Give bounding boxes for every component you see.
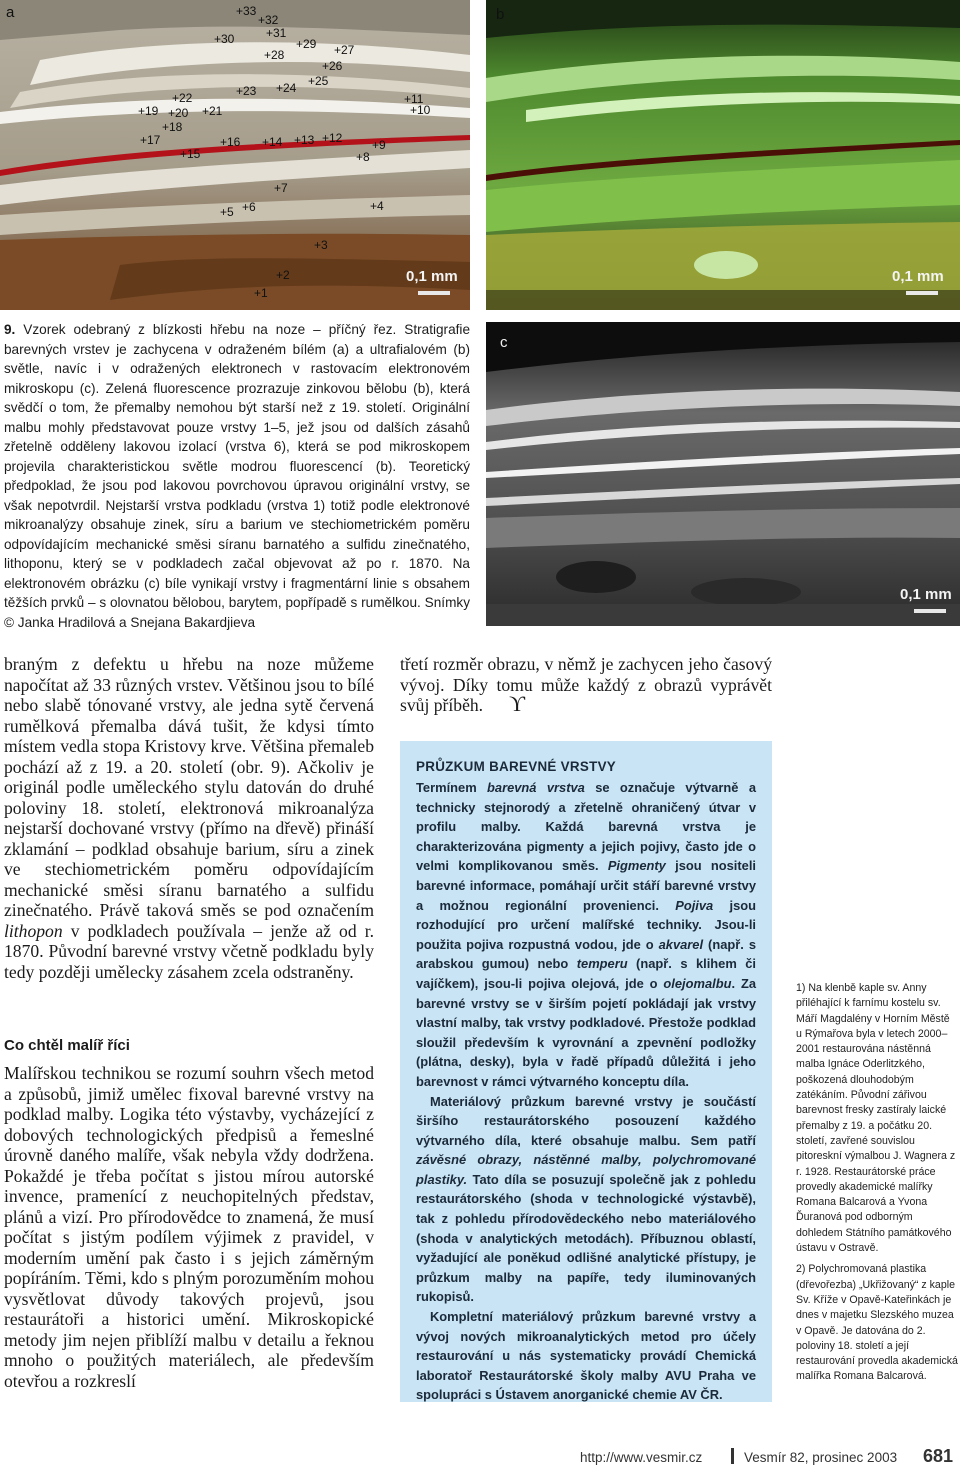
body-text-emphasis: lithopon <box>4 920 63 941</box>
footnote-1: 1) Na klenbě kaple sv. Anny přiléhající k farnímu kostelu sv. Máří Magdalény v Horním Městě u Rýmařova byla v letech 2000–2001 restaurována nástěnná malba Ignáce Oderlitzkého, poškozená dlouhodobým zatékáním. Původní zářivou barevnost fresky zastíraly laické přemalby z 19. a počátku 20. století, zavřené souvislou pitoreskní výmalbou J. Wagnera z r. 1928. Restaurátorské práce provedly akademické malířky Romana Balcarová a Yvona Ďuranová pod odborným dohledem Státního památkového ústavu v Ostravě. <box>796 982 956 1255</box>
layer-label: +13 <box>294 133 315 147</box>
panel-letter-a: a <box>6 4 15 21</box>
body-text-span: třetí rozměr obrazu, v němž je zachycen jeho časový vývoj. Díky tomu může každý z obrazů vyprávět svůj příběh. <box>400 654 772 715</box>
footer-url[interactable]: http://www.vesmir.cz <box>580 1450 703 1465</box>
layer-label: +32 <box>258 13 279 27</box>
layer-label: +33 <box>236 4 257 18</box>
layer-label: +29 <box>296 37 317 51</box>
margin-notes <box>796 981 958 1385</box>
cross-section-electron-image <box>486 322 960 626</box>
figure-caption <box>4 320 470 632</box>
box-text: jsou nositeli barevné informace, pomáhají určit stáří barevné vrstvy a možnou regionální provenienci. <box>416 858 756 913</box>
body-paragraph <box>4 654 374 982</box>
layer-label: +9 <box>372 138 386 152</box>
micrograph-panel-c <box>486 322 960 626</box>
layer-label: +8 <box>356 150 370 164</box>
layer-label: +31 <box>266 26 287 40</box>
layer-label: +10 <box>410 103 431 117</box>
layer-label: +3 <box>314 238 328 252</box>
body-column-1 <box>4 654 374 982</box>
body-paragraph: Malířskou technikou se rozumí souhrn všech metod a způsobů, jimiž umělec fixoval barevné vrstvy na podklad malby. Logika této výstavby, vycházející z dobových technologických předpisů a řemeslné úrovně daného malíře, však nebyla vždy dodržena. Pokaždé je třeba počítat s jistou mírou autorské invence, pramenící z neuchopitelných představ, plánů a vizí. Pro přírodovědce to znamená, že musí počítat s jistým podílem výjimek z pravidel, v moderním umění pak často i s jejich záměrným popíráním. Těmi, kdo s plným porozuměním mohou vysvětlovat důvody takových projevů, jsou restaurátoři a historici umění. Mikroskopické metody jim nejen přiblíží malbu v detailu a řeknou mnoho o použitých materiálech, ale především otevřou a rozkreslí <box>4 1063 374 1391</box>
box-text: (např. s arabskou gumou) nebo <box>416 936 757 972</box>
body-paragraph <box>400 654 772 716</box>
box-emphasis: Pigmenty <box>607 858 666 874</box>
layer-label: +1 <box>254 286 268 300</box>
body-column-1-part-2 <box>4 1063 374 1391</box>
page-number: 681 <box>923 1446 954 1466</box>
section-heading: Co chtěl malíř říci <box>4 1037 130 1054</box>
layer-label: +22 <box>172 91 193 105</box>
panel-letter-b: b <box>496 6 505 23</box>
scale-bar-a <box>418 291 450 295</box>
scale-label-c: 0,1 mm <box>900 586 952 603</box>
panel-letter-c: c <box>500 334 508 351</box>
box-emphasis: barevná vrstva <box>487 780 585 795</box>
layer-label: +17 <box>140 133 161 147</box>
info-box-paragraph <box>416 1092 756 1308</box>
cross-section-uv-fluorescence <box>486 0 960 310</box>
layer-label: +27 <box>334 43 355 57</box>
body-text-span: braným z defektu u hřebu na noze můžeme napočítat až 33 různých vrstev. Většinou jsou to bílé nebo slabě tónované vrstvy, ale jedna sytě červená rumělková přemalba dává tušit, že kdysi tímto místem vedla stopa Kristovy krve. Většina přemaleb pochází až z 19. a 20. století (obr. 9). Ačkoliv je originál podle uměleckého stylu datován do druhé poloviny 18. století, elektronová mikroanalýza nejstarší dochované vrstvy (přímo na dřevě) přináší zklamání – podklad obsahuje barium, síru a zinek ve stechiometrickém poměru odpovídajícím mechanické směsi síranu barnatého a sulfidu zinečnatého. Právě taková směs se pod označením <box>4 654 374 920</box>
scale-bar-c <box>914 609 946 613</box>
layer-label: +15 <box>180 147 201 161</box>
layer-label: +6 <box>242 200 256 214</box>
layer-label: +2 <box>276 268 290 282</box>
layer-label: +14 <box>262 135 283 149</box>
scale-label-a: 0,1 mm <box>406 268 458 285</box>
box-text: Materiálový průzkum barevné vrstvy je součástí širšího restaurátorského posouzení každého výtvarného díla, které obsahuje malbu. Sem patří <box>416 1093 756 1148</box>
box-text: jsou rozhodující pro určení malířské techniky. Jsou-li použita pojiva rozpustná vodou, jde o <box>416 897 756 952</box>
caption-number: 9. <box>4 322 16 337</box>
micrograph-panel-a <box>0 0 470 310</box>
micrograph-panel-b <box>486 0 960 310</box>
layer-label: +12 <box>322 131 343 145</box>
info-box-paragraph: Kompletní materiálový průzkum barevné vrstvy a vývoj nových mikroanalytických metod pro účely restaurování u nás systematicky provádí Chemická laboratoř Restaurátorské školy malby AVU Praha ve spolupráci s Ústavem anorganické chemie AV ČR. <box>416 1309 756 1403</box>
box-text: Termínem <box>416 780 488 795</box>
box-emphasis: temperu <box>576 956 628 972</box>
scale-bar-b <box>906 291 938 295</box>
box-emphasis: akvarel <box>658 936 704 952</box>
caption-text: Vzorek odebraný z blízkosti hřebu na noze – příčný řez. Stratigrafie barevných vrstev je zachycena v odraženém bílém (a) a ultrafialovém (b) světle, navíc i v odražených elektronech v rastovacím elektronovém mikroskopu (c). Zelená fluorescence prozrazuje zinkovou bělobu (b), která svědčí o tom, že přemalby nemohou být starší než z 19. století. Originální malbu mohly představovat pouze vrstvy 1–5, jež jsou od dalších zásahů zřetelně odděleny lakovou izolací (vrstva 6), která se pod mikroskopem projevila charakteristickou světle modrou fluorescencí (b). Teoretický předpoklad, že jsou pod lakovou povrchovou úpravou originální vrstvy, se však nepotvrdil. Nejstarší vrstva podkladu (vrstva 1) totiž podle elektronové mikroanalýzy obsahuje zinek, síru a barium ve stechiometrickém poměru odpovídajícím mechanické směsi síranu barnatého a sulfidu zinečnatého, lithoponu, který se v podkladech začal objevovat až po r. 1870. Na elektronovém obrázku (c) bíle vynikají vrstvy i fragmentární linie s obsahem těžších prvků – s olovnatou bělobou, barytem, popřípadě s rumělkou. Snímky © Janka Hradilová a Snejana Bakardjieva <box>4 322 470 630</box>
layer-label: +7 <box>274 181 288 195</box>
layer-label: +18 <box>162 120 183 134</box>
box-text: Tato díla se posuzují společně jak z pohledu restaurátorského (shoda v technologické výstavbě), tak z pohledu přírodovědeckého nebo materiálového (shoda v analytických metodách). Příbuznou oblastí, vyžadující ale poněkud odlišné analytické přístupy, je průzkum malby na papíře, tedy iluminovaných rukopisů. <box>416 1171 756 1305</box>
body-text-span: v podkladech používala – jenže až od r. 1870. Původní barevné vrstvy včetně podkladu byly tedy později umělecky zásahem zcela odstraněny. <box>4 920 374 982</box>
footer-journal: Vesmír 82, prosinec 2003 <box>744 1450 898 1465</box>
box-emphasis: Pojiva <box>675 897 714 913</box>
box-emphasis: olejomalbu <box>663 975 732 991</box>
layer-label: +16 <box>220 135 241 149</box>
layer-label: +28 <box>264 48 285 62</box>
box-text: (např. s klihem či vajíčkem), jsou-li pojiva olejová, jde o <box>416 956 756 991</box>
layer-label: +30 <box>214 32 235 46</box>
layer-label: +25 <box>308 74 329 88</box>
info-box <box>400 741 772 1402</box>
box-text: . Za barevné vrstvy se v širším pojetí pokládají jak vrstvy vlastní malby, tak vrstvy podkladové. Přestože podklad sloužil především k vyrovnání a zpevnění podložky (plátna, desky), byla v řadě případů důležitá i jeho barevnost v rámci výtvarného konceptu díla. <box>416 975 756 1089</box>
box-emphasis: závěsné obrazy, nástěnné malby, polychromované plastiky. <box>416 1152 756 1187</box>
layer-label: +5 <box>220 205 234 219</box>
info-box-title: PRŮZKUM BAREVNÉ VRSTVY <box>416 759 617 774</box>
layer-label: +21 <box>202 104 223 118</box>
footer-divider <box>731 1448 734 1464</box>
layer-label: +23 <box>236 84 257 98</box>
layer-label: +11 <box>404 92 424 106</box>
scale-label-b: 0,1 mm <box>892 268 944 285</box>
layer-label: +4 <box>370 199 384 213</box>
box-text: se označuje výtvarně a technicky stejnorodý a zřetelně ohraničený útvar v profilu malby. Každá barevná vrstva je charakterizována pigmenty a jejich pojivy, často jde o velmi komplikovanou směs. <box>416 780 756 874</box>
layer-label: +20 <box>168 106 189 120</box>
end-of-article-mark: ϒ <box>509 691 525 716</box>
layer-label: +19 <box>138 104 159 118</box>
footnote-2: 2) Polychromovaná plastika (dřevořezba) „Ukřižovaný“ z kaple Sv. Kříže v Opavě-Kateřinkách je dnes v majetku Slezského muzea v Opavě. Je datována do 2. poloviny 18. století a její restaurování provedla akademická malířka Romana Balcarová. <box>796 1263 958 1383</box>
info-box-paragraph <box>416 778 756 1092</box>
page-footer <box>572 1446 960 1468</box>
cross-section-reflected-light <box>0 0 470 310</box>
layer-label: +24 <box>276 81 297 95</box>
layer-label: +26 <box>322 59 343 73</box>
body-column-2 <box>400 654 772 716</box>
